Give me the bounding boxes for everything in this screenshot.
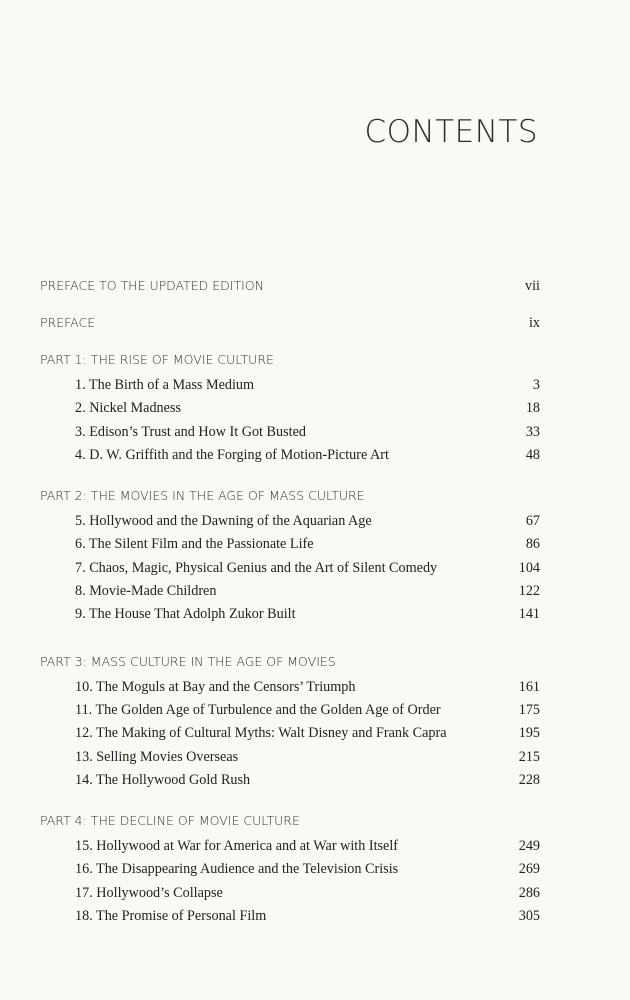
- chapter-label: 1. The Birth of a Mass Medium: [75, 377, 255, 393]
- chapter-entry[interactable]: [0, 885, 630, 905]
- chapter-entry[interactable]: [0, 772, 630, 792]
- chapter-entry[interactable]: [0, 377, 630, 397]
- chapter-label: 5. Hollywood and the Dawning of the Aquarian Age: [75, 513, 372, 529]
- chapter-label: 11. The Golden Age of Turbulence and the Golden Age of Order: [75, 702, 441, 718]
- chapter-page: 269: [518, 861, 540, 877]
- chapter-entry[interactable]: [0, 400, 630, 420]
- chapter-entry[interactable]: [0, 679, 630, 699]
- chapter-page: 195: [518, 725, 540, 741]
- chapter-page: 228: [518, 772, 540, 788]
- chapter-page: 161: [518, 679, 540, 695]
- chapter-label: 15. Hollywood at War for America and at War with Itself: [75, 838, 399, 854]
- chapter-entry[interactable]: [0, 908, 630, 928]
- chapter-label: 17. Hollywood’s Collapse: [75, 885, 223, 901]
- chapter-entry[interactable]: [0, 838, 630, 858]
- chapter-label: 8. Movie-Made Children: [75, 583, 217, 599]
- chapter-label: 4. D. W. Griffith and the Forging of Motion-Picture Art: [75, 447, 389, 463]
- part-1-heading: [0, 352, 630, 372]
- chapter-page: 122: [518, 583, 540, 599]
- entry-page: vii: [525, 278, 540, 294]
- part-heading-label: PART 2: THE MOVIES IN THE AGE OF MASS CULTURE: [40, 488, 365, 503]
- chapter-page: 215: [518, 749, 540, 765]
- page-title: CONTENTS: [364, 114, 538, 150]
- chapter-entry[interactable]: [0, 447, 630, 467]
- chapter-page: 104: [518, 560, 540, 576]
- toc-entry-preface[interactable]: [0, 315, 630, 335]
- part-3-heading: [0, 654, 630, 674]
- chapter-label: 2. Nickel Madness: [75, 400, 181, 416]
- chapter-page: 86: [525, 536, 540, 552]
- chapter-entry[interactable]: [0, 513, 630, 533]
- chapter-label: 9. The House That Adolph Zukor Built: [75, 606, 296, 622]
- chapter-page: 67: [525, 513, 540, 529]
- entry-label: PREFACE TO THE UPDATED EDITION: [40, 278, 264, 293]
- chapter-page: 3: [532, 377, 540, 393]
- entry-label: PREFACE: [40, 315, 96, 330]
- chapter-page: 305: [518, 908, 540, 924]
- entry-page: ix: [528, 315, 540, 331]
- chapter-entry[interactable]: [0, 583, 630, 603]
- part-heading-label: PART 3: MASS CULTURE IN THE AGE OF MOVIES: [40, 654, 336, 669]
- chapter-label: 18. The Promise of Personal Film: [75, 908, 267, 924]
- chapter-entry[interactable]: [0, 606, 630, 626]
- part-heading-label: PART 4: THE DECLINE OF MOVIE CULTURE: [40, 813, 300, 828]
- chapter-page: 286: [518, 885, 540, 901]
- chapter-label: 7. Chaos, Magic, Physical Genius and the Art of Silent Comedy: [75, 560, 438, 576]
- chapter-label: 3. Edison’s Trust and How It Got Busted: [75, 424, 306, 440]
- chapter-page: 33: [525, 424, 540, 440]
- chapter-entry[interactable]: [0, 861, 630, 881]
- chapter-entry[interactable]: [0, 725, 630, 745]
- chapter-page: 48: [525, 447, 540, 463]
- part-2-heading: [0, 488, 630, 508]
- chapter-page: 141: [518, 606, 540, 622]
- part-4-heading: [0, 813, 630, 833]
- chapter-entry[interactable]: [0, 424, 630, 444]
- chapter-label: 16. The Disappearing Audience and the Television Crisis: [75, 861, 399, 877]
- chapter-page: 175: [518, 702, 540, 718]
- toc-entry-preface-updated[interactable]: [0, 278, 630, 298]
- chapter-label: 10. The Moguls at Bay and the Censors’ Triumph: [75, 679, 356, 695]
- chapter-label: 12. The Making of Cultural Myths: Walt Disney and Frank Capra: [75, 725, 447, 741]
- part-heading-label: PART 1: THE RISE OF MOVIE CULTURE: [40, 352, 274, 367]
- chapter-entry[interactable]: [0, 749, 630, 769]
- chapter-entry[interactable]: [0, 536, 630, 556]
- chapter-page: 18: [525, 400, 540, 416]
- chapter-entry[interactable]: [0, 702, 630, 722]
- chapter-label: 13. Selling Movies Overseas: [75, 749, 239, 765]
- chapter-label: 14. The Hollywood Gold Rush: [75, 772, 251, 788]
- chapter-entry[interactable]: [0, 560, 630, 580]
- chapter-page: 249: [518, 838, 540, 854]
- chapter-label: 6. The Silent Film and the Passionate Life: [75, 536, 314, 552]
